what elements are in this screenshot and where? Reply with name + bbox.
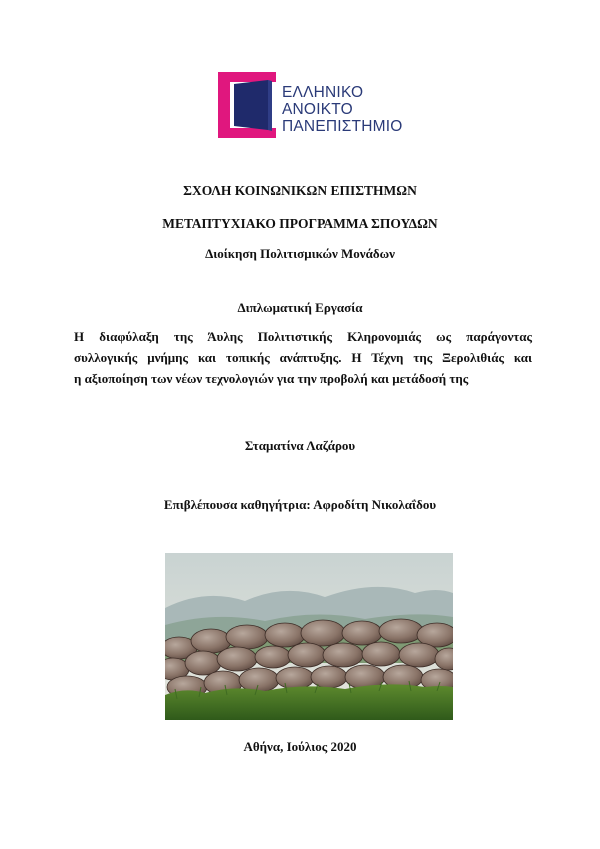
hou-emblem-icon [218, 72, 280, 144]
dry-stone-wall-illustration [165, 553, 453, 720]
author-name: Σταματίνα Λαζάρου [244, 438, 356, 453]
logo-line-3: ΠΑΝΕΠΙΣΤΗΜΙΟ [282, 118, 403, 135]
supervisor-line: Επιβλέπουσα καθηγήτρια: Αφροδίτη Νικολαΐδου [163, 497, 437, 512]
thesis-title-line-3: η αξιοποίηση των νέων τεχνολογιών για την προβολή και μετάδοσή της [74, 371, 469, 386]
specialization-name: Διοίκηση Πολιτισμικών Μονάδων [205, 246, 395, 261]
program-name: ΜΕΤΑΠΤΥΧΙΑΚΟ ΠΡΟΓΡΑΜΜΑ ΣΠΟΥΔΩΝ [162, 216, 438, 231]
thesis-title-line-2: συλλογικής μνήμης και τοπικής ανάπτυξης. Η Τέχνη της Ξερολιθιάς και [74, 350, 532, 365]
place-and-date: Αθήνα, Ιούλιος 2020 [243, 739, 357, 754]
logo-line-2: ΑΝΟΙΚΤΟ [282, 101, 353, 118]
document-type: Διπλωματική Εργασία [237, 300, 363, 315]
school-name: ΣΧΟΛΗ ΚΟΙΝΩΝΙΚΩΝ ΕΠΙΣΤΗΜΩΝ [183, 183, 417, 198]
thesis-title [74, 326, 532, 389]
university-logo [218, 72, 408, 144]
thesis-title-line-1: Η διαφύλαξη της Άυλης Πολιτιστικής Κληρονομιάς ως παράγοντας [74, 329, 532, 344]
logo-line-1: ΕΛΛΗΝΙΚΟ [282, 84, 364, 101]
